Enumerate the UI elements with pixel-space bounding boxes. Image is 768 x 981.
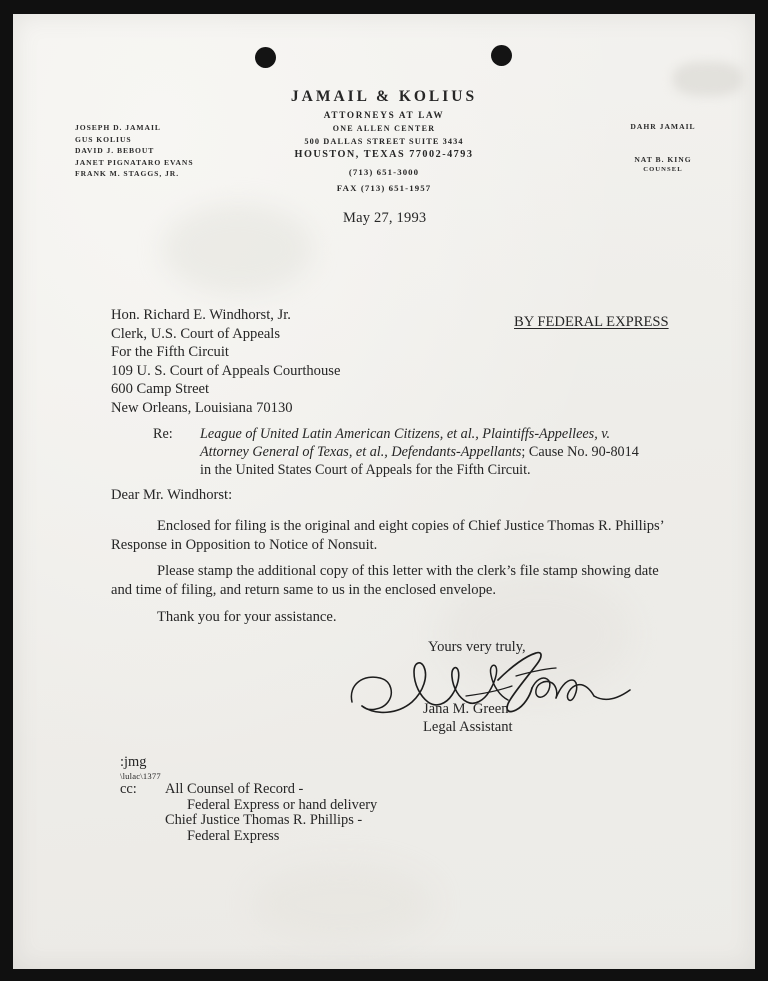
case-name-part-2: Attorney General of Texas, et al., Defendants-Appellants <box>200 443 522 460</box>
signer-name: Jana M. Green <box>423 701 509 717</box>
firm-city-state-zip: HOUSTON, TEXAS 77002-4793 <box>294 149 474 160</box>
case-name-part-1: League of United Latin American Citizens, et al., Plaintiffs-Appellees, v. <box>200 426 611 442</box>
file-path-code: \lulac\1377 <box>120 771 161 781</box>
body-paragraph: Thank you for your assistance. <box>157 609 337 625</box>
attorney-name: JOSEPH D. JAMAIL <box>75 123 161 132</box>
attorney-name: GUS KOLIUS <box>75 134 132 144</box>
cc-recipients <box>165 782 377 844</box>
firm-street: 500 DALLAS STREET SUITE 3434 <box>304 137 464 146</box>
addressee-line: Hon. Richard E. Windhorst, Jr. <box>111 307 291 323</box>
salutation: Dear Mr. Windhorst: <box>111 487 233 503</box>
re-label: Re: <box>153 426 173 442</box>
of-counsel-role: COUNSEL <box>643 166 683 173</box>
re-line-1 <box>200 426 698 444</box>
addressee-line: New Orleans, Louisiana 70130 <box>111 399 293 416</box>
firm-name: JAMAIL & KOLIUS <box>290 88 478 105</box>
cc-block <box>120 782 377 844</box>
cc-line: Federal Express or hand delivery <box>187 796 378 813</box>
addressee-line: 109 U. S. Court of Appeals Courthouse <box>111 362 341 379</box>
firm-phone: (713) 651-3000 <box>348 167 420 177</box>
signature-block <box>423 700 513 736</box>
punch-hole-left <box>255 47 276 68</box>
cc-label: cc: <box>120 781 137 797</box>
of-counsel-name-bottom: NAT B. KING <box>634 155 692 164</box>
cc-line: Chief Justice Thomas R. Phillips - <box>165 812 363 829</box>
punch-hole-right <box>491 45 512 66</box>
attorney-name: DAVID J. BEBOUT <box>75 146 155 156</box>
cc-line: All Counsel of Record - <box>165 781 304 797</box>
delivery-method-notation: BY FEDERAL EXPRESS <box>514 314 669 330</box>
re-block <box>153 426 698 479</box>
attorney-name: JANET PIGNATARO EVANS <box>75 157 194 167</box>
letter-date: May 27, 1993 <box>343 210 427 226</box>
closing-phrase: Yours very truly, <box>428 639 526 655</box>
re-line-2 <box>200 444 698 462</box>
typist-initials: :jmg <box>120 754 147 770</box>
attorney-list <box>75 122 194 180</box>
cc-line: Federal Express <box>187 827 280 844</box>
firm-fax: FAX (713) 651-1957 <box>336 183 432 193</box>
of-counsel-block <box>593 122 733 173</box>
signer-title: Legal Assistant <box>423 719 513 735</box>
attorney-name: FRANK M. STAGGS, JR. <box>75 169 180 179</box>
body-paragraph: Please stamp the additional copy of this letter with the clerk’s file stamp showing date and time of filing, and return same to us in the enclosed envelope. <box>111 563 659 598</box>
body-paragraph: Enclosed for filing is the original and eight copies of Chief Justice Thomas R. Phillips’ Response in Opposition to Notice of Nonsuit. <box>111 518 664 553</box>
letter-paper <box>13 14 755 969</box>
paper-blotch <box>163 204 313 294</box>
firm-tagline: ATTORNEYS AT LAW <box>323 110 445 120</box>
addressee-block <box>111 306 340 418</box>
cause-number: ; Cause No. 90-8014 <box>521 443 639 460</box>
addressee-line: 600 Camp Street <box>111 381 210 398</box>
paper-crease <box>673 62 743 96</box>
addressee-line: For the Fifth Circuit <box>111 344 229 361</box>
re-line-3: in the United States Court of Appeals for the Fifth Circuit. <box>200 461 531 478</box>
firm-building: ONE ALLEN CENTER <box>332 124 436 133</box>
addressee-line: Clerk, U.S. Court of Appeals <box>111 325 281 342</box>
re-body <box>200 426 698 479</box>
spacer <box>593 131 733 155</box>
paper-blotch <box>253 864 433 944</box>
of-counsel-name-top: DAHR JAMAIL <box>630 122 696 131</box>
